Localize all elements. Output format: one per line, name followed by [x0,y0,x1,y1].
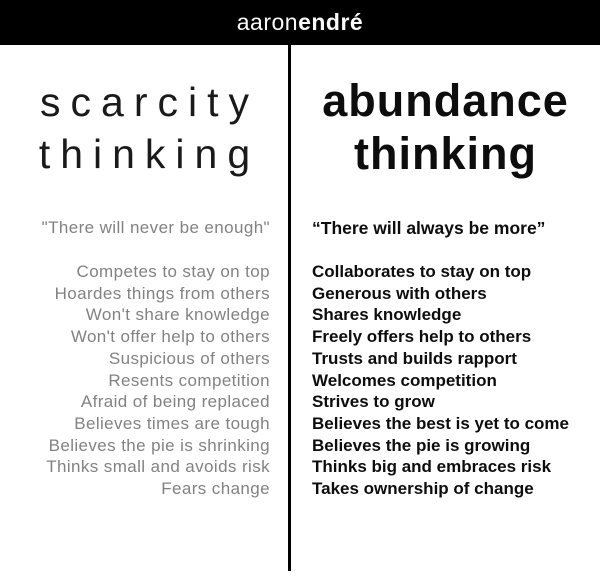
list-item: Strives to grow [312,392,435,412]
list-item: Believes the pie is shrinking [48,435,270,455]
list-item: Shares knowledge [312,305,462,325]
scarcity-title [0,76,289,180]
list-item: Thinks small and avoids risk [46,457,270,477]
list-item: Trusts and builds rapport [312,348,517,368]
list-item: Collaborates to stay on top [312,262,532,281]
scarcity-quote: "There will never be enough" [41,218,270,237]
abundance-title-line1: abundance [322,75,569,126]
list-item: Hoardes things from others [54,283,270,303]
brand-name-light: aaron [236,9,299,35]
list-item: Thinks big and embraces risk [312,457,552,477]
list-item: Afraid of being replaced [80,392,270,412]
scarcity-title-line2: thinking [38,131,261,177]
list-item: Takes ownership of change [312,479,534,499]
list-item: Competes to stay on top [76,262,270,281]
scarcity-title-line1: scarcity [40,79,259,125]
list-item: Fears change [161,479,270,499]
abundance-title-line2: thinking [354,128,537,179]
brand-name [237,11,363,34]
list-item: Believes the pie is growing [312,435,531,455]
list-item: Suspicious of others [108,348,270,368]
abundance-title [291,74,600,180]
list-item: Believes times are tough [74,413,270,433]
list-item: Won't offer help to others [70,327,270,347]
scarcity-list [0,261,289,500]
brand-name-bold: endré [298,9,364,35]
brand-bar [0,0,600,45]
list-item: Resents competition [108,370,270,390]
list-item: Generous with others [312,283,487,303]
list-item: Won't share knowledge [85,305,270,325]
list-item: Welcomes competition [312,370,497,390]
list-item: Freely offers help to others [312,327,532,347]
abundance-quote: “There will always be more” [312,218,546,238]
abundance-list [291,261,600,500]
list-item: Believes the best is yet to come [312,413,569,433]
